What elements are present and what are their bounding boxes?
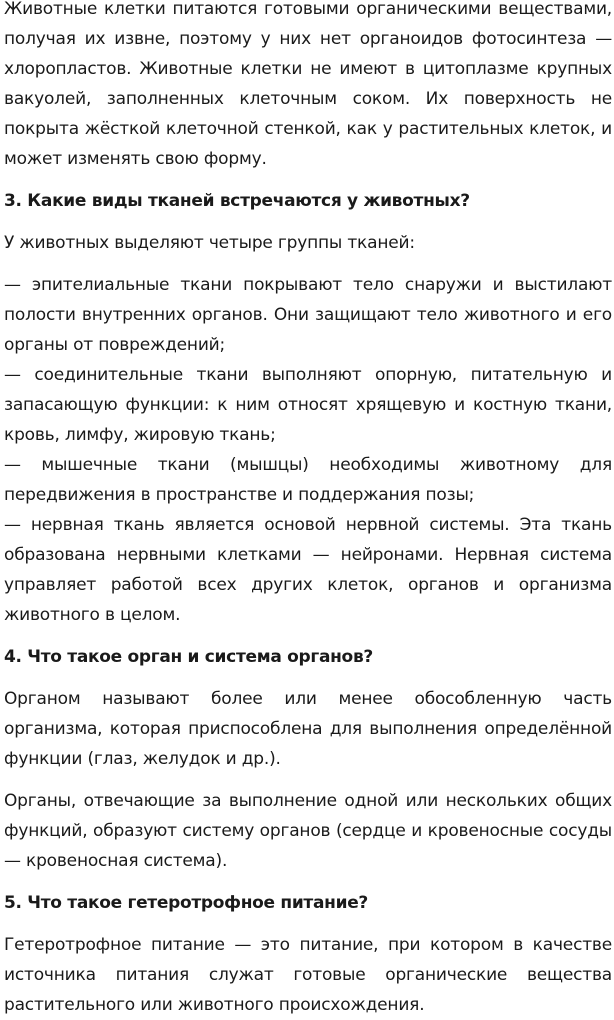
- question-4-heading: 4. Что такое орган и система органов?: [4, 647, 373, 667]
- question-3-lead: У животных выделяют четыре группы тканей:: [4, 233, 415, 253]
- document-page: [4, 0, 612, 1020]
- question-4-paragraph-2: Органы, отвечающие за выполнение одной или нескольких общих функций, образуют систему органов (сердце и кровеносные сосуды — кровеносная система).: [4, 791, 612, 871]
- list-item-nervous: — нервная ткань является основой нервной системы. Эта ткань образована нервными клетками — нейронами. Нервная система управляет работой всех других клеток, органов и организма животного в целом.: [4, 515, 612, 625]
- question-5-paragraph-1: Гетеротрофное питание — это питание, при котором в качестве источника питания служат готовые органические вещества растительного или животного происхождения.: [4, 935, 612, 1015]
- question-5-heading: 5. Что такое гетеротрофное питание?: [4, 893, 368, 913]
- question-3-heading: 3. Какие виды тканей встречаются у животных?: [4, 191, 470, 211]
- intro-paragraph: Животные клетки питаются готовыми органическими веществами, получая их извне, поэтому у них нет органоидов фотосинтеза — хлоропластов. Животные клетки не имеют в цитоплазме крупных вакуолей, заполненных клеточным соком. Их поверхность не покрыта жёсткой клеточной стенкой, как у растительных клеток, и может изменять свою форму.: [4, 0, 612, 169]
- list-item-muscle: — мышечные ткани (мышцы) необходимы животному для передвижения в пространстве и поддержания позы;: [4, 455, 612, 505]
- question-4-paragraph-1: Органом называют более или менее обособленную часть организма, которая приспособлена для выполнения определённой функции (глаз, желудок и др.).: [4, 689, 612, 769]
- list-item-connective: — соединительные ткани выполняют опорную, питательную и запасающую функции: к ним относят хрящевую и костную ткани, кровь, лимфу, жировую ткань;: [4, 365, 612, 445]
- tissue-list: [4, 270, 612, 630]
- list-item-epithelial: — эпителиальные ткани покрывают тело снаружи и выстилают полости внутренних органов. Они защищают тело животного и его органы от повреждений;: [4, 275, 612, 355]
